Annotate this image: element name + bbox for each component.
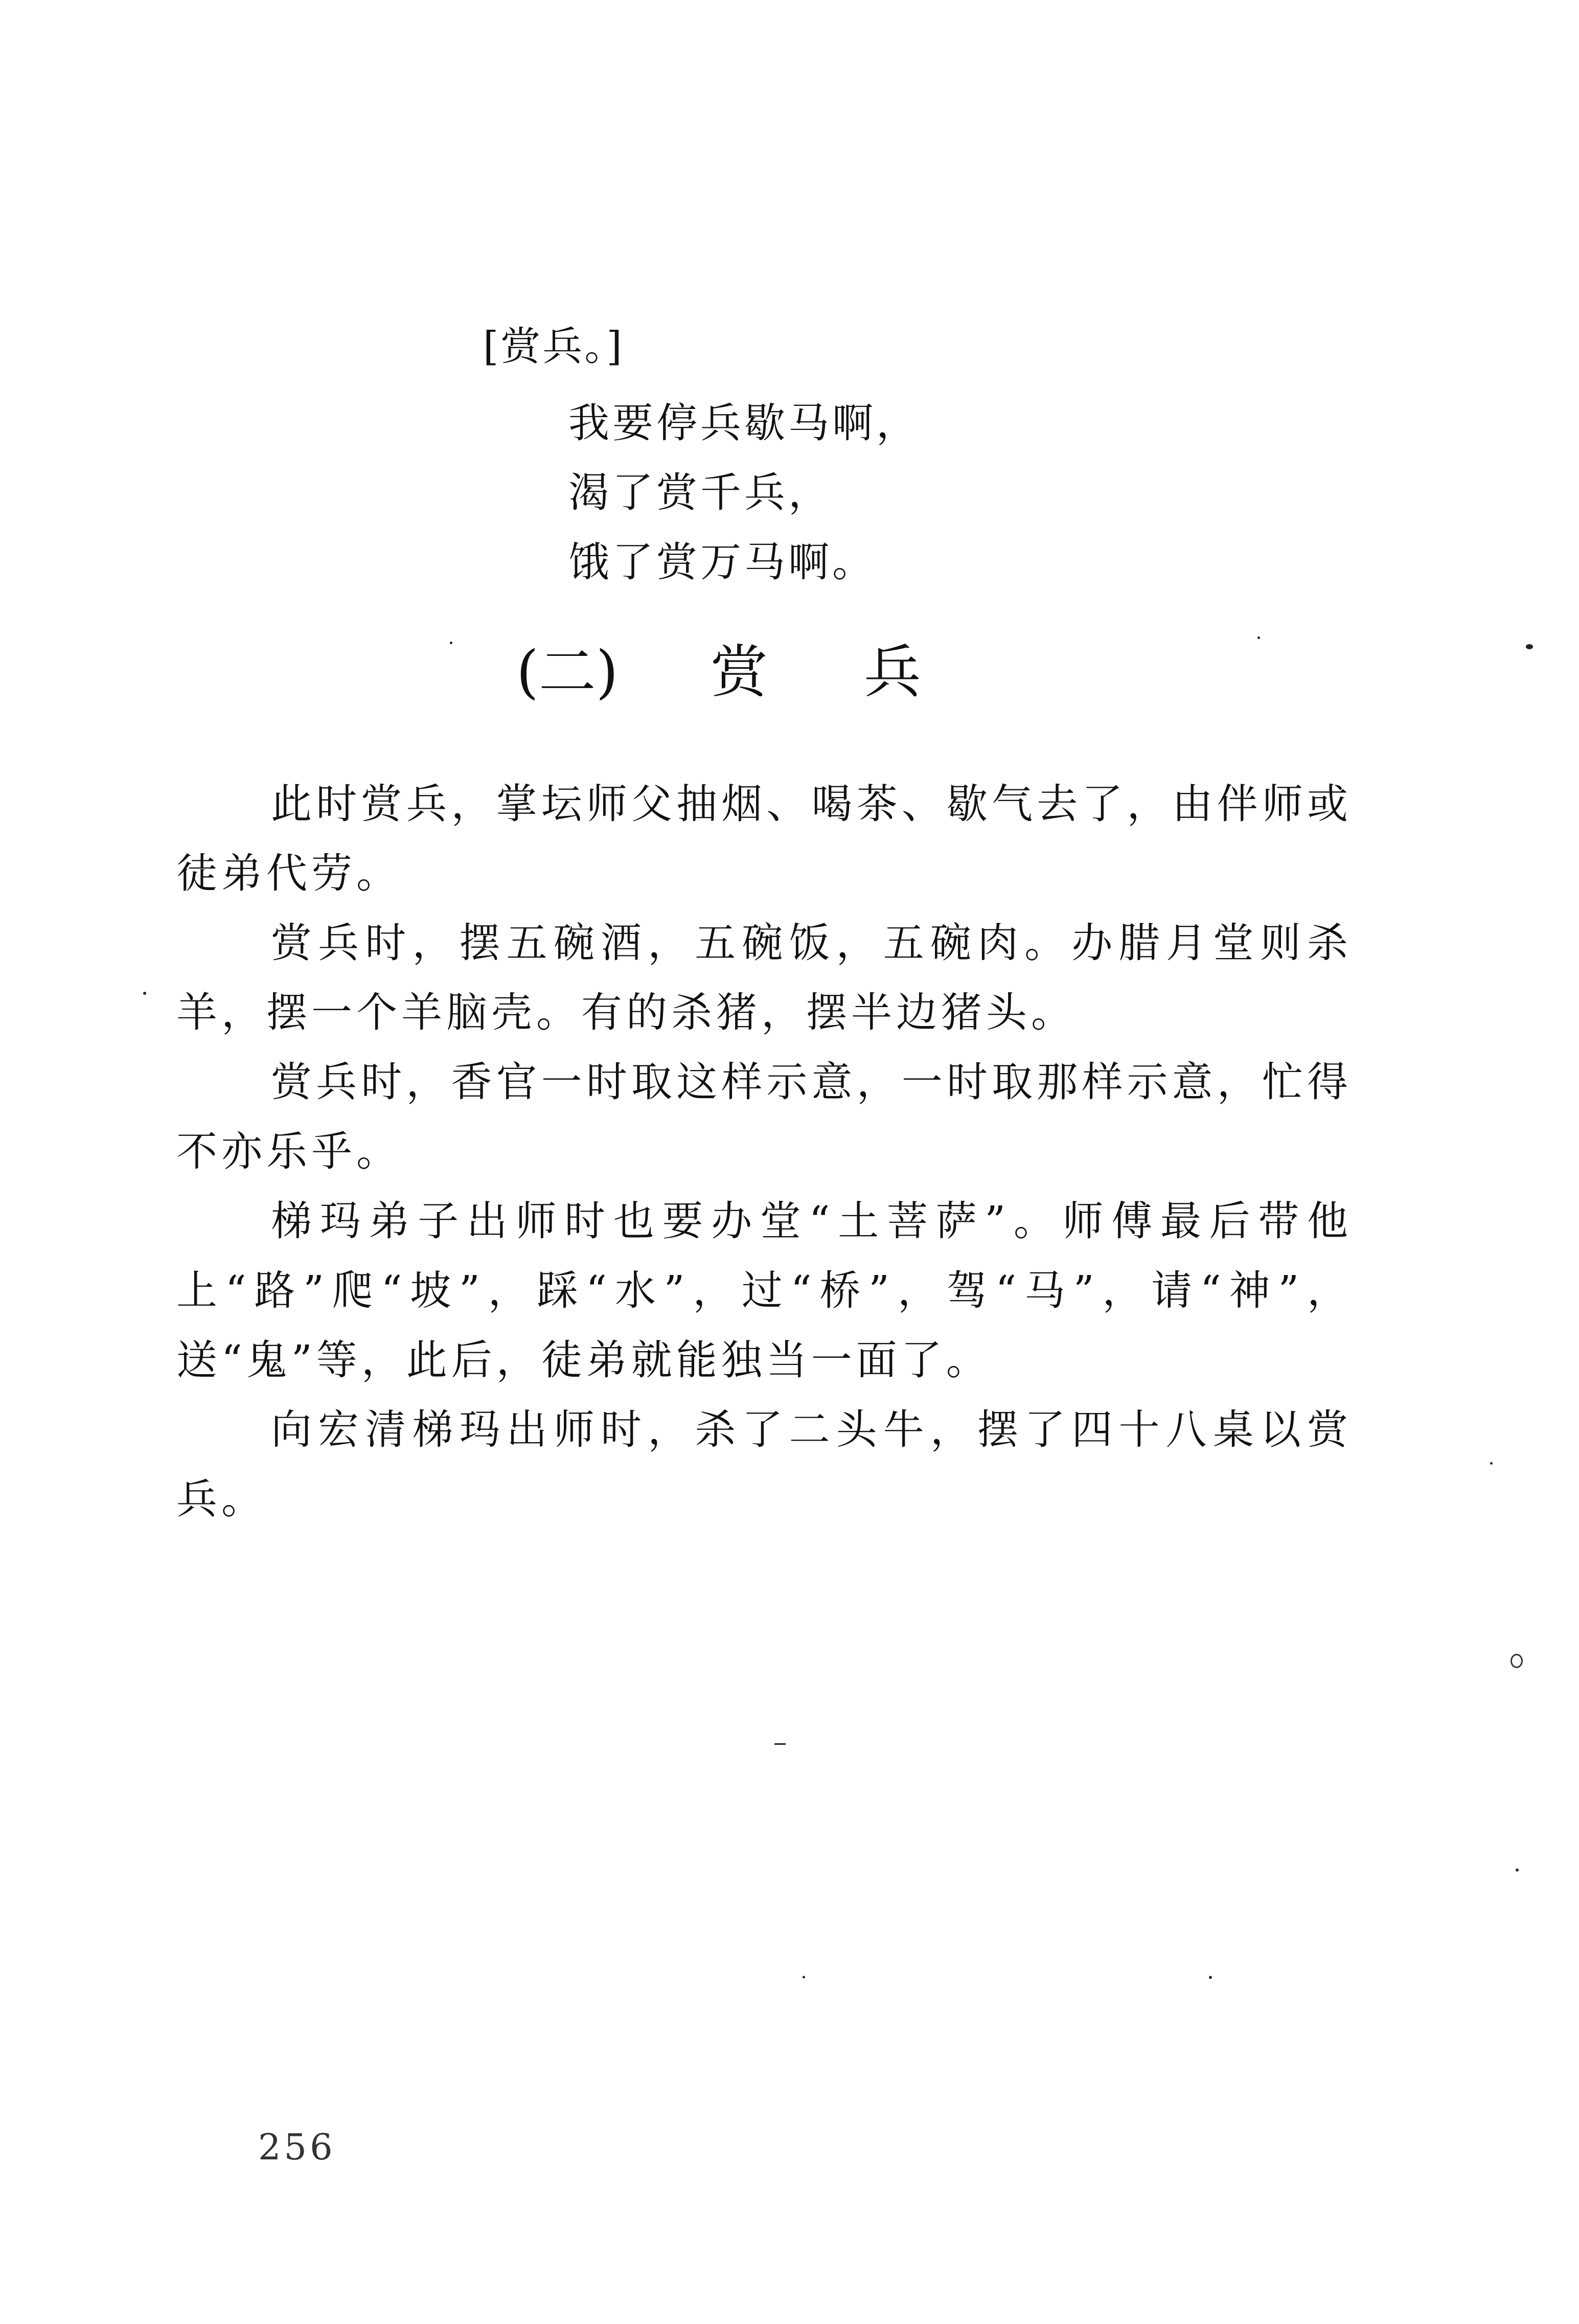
body-text bbox=[176, 769, 1352, 1534]
section-heading bbox=[516, 636, 921, 708]
verse-line: 我要停兵歇马啊， bbox=[568, 399, 920, 447]
paragraph: 赏兵时，香官一时取这样示意，一时取那样示意，忙得不亦乐乎。 bbox=[176, 1058, 1352, 1175]
scan-speck bbox=[1526, 644, 1533, 649]
verse-line: 饿了赏万马啊。 bbox=[568, 538, 876, 586]
page-number: 256 bbox=[258, 2126, 336, 2168]
paragraph: 向宏清梯玛出师时，杀了二头牛，摆了四十八桌以赏兵。 bbox=[176, 1406, 1352, 1523]
paragraph: 梯玛弟子出师时也要办堂“土菩萨”。师傅最后带他上“路”爬“坡”，踩“水”，过“桥”，驾“马”，请“神”，送“鬼”等，此后，徒弟就能独当一面了。 bbox=[176, 1197, 1352, 1384]
scan-speck bbox=[1257, 636, 1260, 639]
scan-speck bbox=[774, 1743, 786, 1745]
scan-speck bbox=[1209, 1976, 1212, 1979]
paragraph: 此时赏兵，掌坛师父抽烟、喝茶、歇气去了，由伴师或徒弟代劳。 bbox=[176, 780, 1352, 897]
section-number: (二) bbox=[516, 639, 619, 705]
scan-speck bbox=[803, 1976, 805, 1978]
scan-speck bbox=[450, 642, 452, 644]
verse-block bbox=[568, 389, 920, 597]
paragraph: 赏兵时，摆五碗酒，五碗饭，五碗肉。办腊月堂则杀羊，摆一个羊脑壳。有的杀猪，摆半边猪头。 bbox=[176, 919, 1352, 1036]
scan-speck bbox=[1490, 1462, 1493, 1465]
section-title-char: 兵 bbox=[864, 639, 921, 705]
section-title-char: 赏 bbox=[711, 639, 768, 705]
scan-speck bbox=[1516, 1869, 1519, 1872]
verse-line: 渴了赏千兵， bbox=[568, 469, 832, 516]
stage-direction-label: [赏兵。] bbox=[483, 324, 624, 370]
scan-speck bbox=[1511, 1654, 1523, 1668]
scan-speck bbox=[143, 992, 146, 995]
